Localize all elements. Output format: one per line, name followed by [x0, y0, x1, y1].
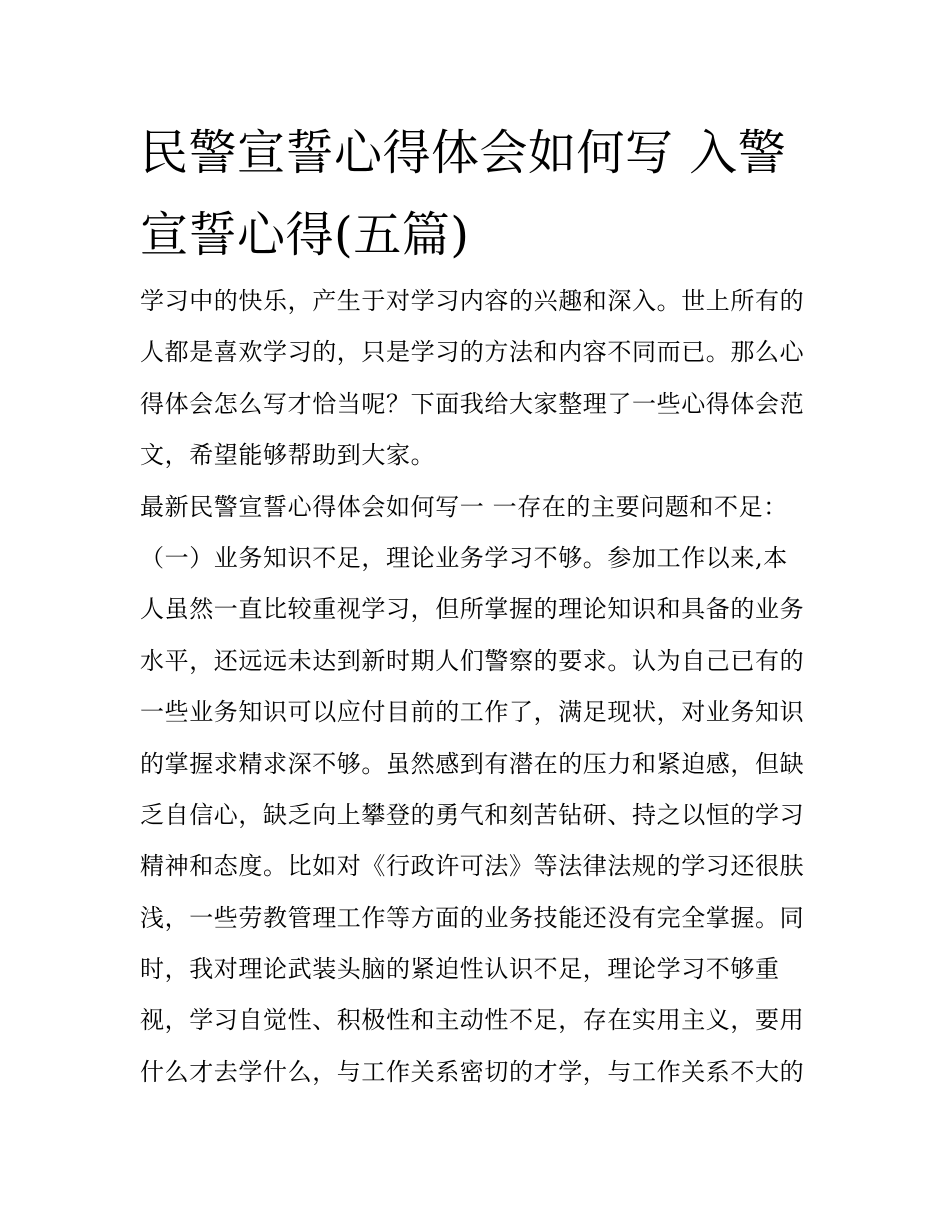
body-line: 时，我对理论武装头脑的紧迫性认识不足，理论学习不够重 [140, 955, 780, 984]
body-line: 学习中的快乐，产生于对学习内容的兴趣和深入。世上所有的 [140, 287, 805, 315]
body-line: 水平，还远远未达到新时期人们警察的要求。认为自己已有的 [140, 646, 805, 675]
body-line: 人都是喜欢学习的，只是学习的方法和内容不同而已。那么心 [140, 338, 805, 367]
body-line: 视，学习自觉性、积极性和主动性不足，存在实用主义，要用 [140, 1006, 805, 1035]
body-line: 的掌握求精求深不够。虽然感到有潜在的压力和紧迫感，但缺 [140, 749, 805, 778]
document-title [140, 112, 830, 276]
section-heading-line: 最新民警宣誓心得体会如何写一 一存在的主要问题和不足： [140, 492, 788, 521]
body-line: 浅，一些劳教管理工作等方面的业务技能还没有完全掌握。同 [140, 903, 805, 932]
body-line: （一）业务知识不足，理论业务学习不够。参加工作以来,本 [140, 543, 788, 572]
body-line: 得体会怎么写才恰当呢？下面我给大家整理了一些心得体会范 [140, 389, 805, 418]
body-line: 文，希望能够帮助到大家。 [140, 441, 436, 470]
body-line: 乏自信心，缺乏向上攀登的勇气和刻苦钻研、持之以恒的学习 [140, 800, 805, 829]
body-line: 什么才去学什么，与工作关系密切的才学，与工作关系不大的 [140, 1057, 805, 1086]
body-line: 一些业务知识可以应付目前的工作了，满足现状，对业务知识 [140, 698, 805, 727]
title-line: 宣誓心得(五篇) [140, 207, 470, 263]
body-line: 人虽然一直比较重视学习，但所掌握的理论知识和具备的业务 [140, 595, 805, 624]
title-line: 民警宣誓心得体会如何写 入警 [140, 125, 787, 181]
document-body [140, 276, 830, 1098]
body-line: 精神和态度。比如对《行政许可法》等法律法规的学习还很肤 [140, 852, 805, 881]
